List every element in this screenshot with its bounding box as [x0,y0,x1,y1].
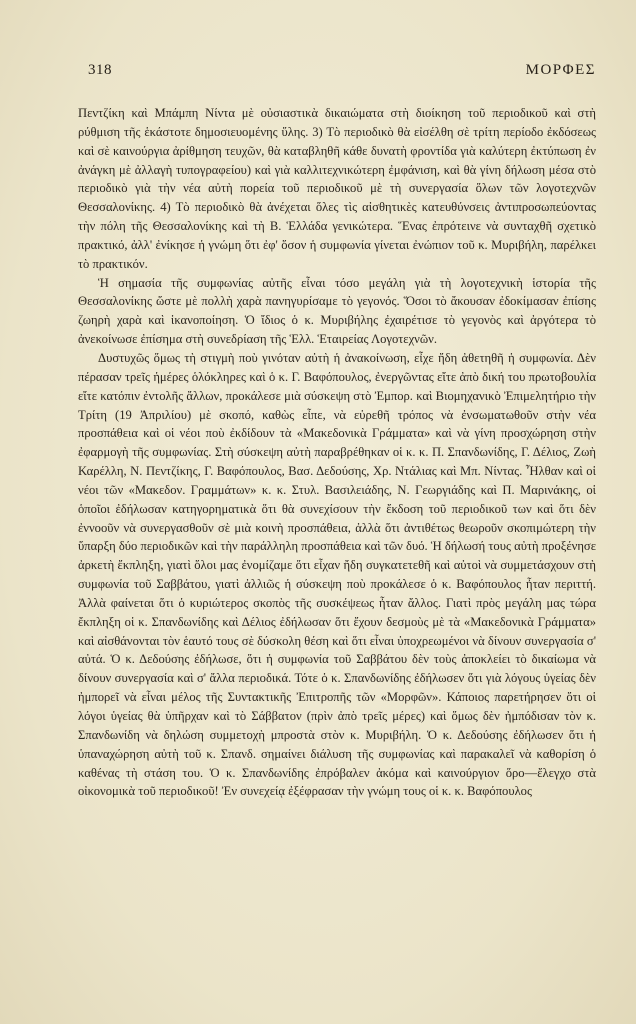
paragraph-1: Πεντζίκη καὶ Μπάμπη Νίντα μὲ οὐσιαστικὰ δικαιώματα στὴ διοίκηση τοῦ περιοδικοῦ καὶ στὴ ρύθμιση τῆς ἑκάστοτε δημοσιευομένης ὕλης. 3) Τὸ περιοδικὸ θὰ εἰσέλθη σὲ τρίτη περίοδο ἐκδόσεως καὶ σὲ καινούργια ἀρίθμηση τευχῶν, θὰ καταβληθῆ κάθε δυνατὴ φροντίδα γιὰ καλύτερη ἐκτύπωση ἐν ἀνάγκη μὲ ἀλλαγὴ τυπογραφείου) καὶ γιὰ καλλιτεχνικώτερη ἐμφάνιση, καὶ θὰ γίνη δήλωση μέσα στὸ περιοδικὸ γιὰ τὴν νέα αὐτὴ πορεία τοῦ περιοδικοῦ μὲ τὴ συνεργασία ὅλων τῶν λογοτεχνῶν Θεσσαλονίκης. 4) Τὸ περιοδικὸ θὰ ἀνέχεται ὅλες τὶς αἰσθητικὲς κατευθύνσεις ἀντιπροσωπεύοντας τὴν πόλη τῆς Θεσσαλονίκης καὶ τὴ Β. Ἑλλάδα γενικώτερα. Ἕνας ἐπρότεινε νὰ συνταχθῆ σχετικὸ πρακτικό, ἀλλ' ἐνίκησε ἡ γνώμη ὅτι ἐφ' ὅσον ἡ συμφωνία γίνεται ἐνώπιον τοῦ κ. Μυριβήλη, παρέλκει τὸ πρακτικόν. [78,106,596,271]
page-number: 318 [88,62,112,78]
running-head: ΜΟΡΦΕΣ [525,62,596,78]
body-text [78,104,596,801]
page-header [88,62,596,82]
paragraph-2: Ἡ σημασία τῆς συμφωνίας αὐτῆς εἶναι τόσο μεγάλη γιὰ τὴ λογοτεχνικὴ ἱστορία τῆς Θεσσαλονίκης ὥστε μὲ πολλὴ χαρὰ πανηγυρίσαμε τὸ γεγονός. Ὅσοι τὸ ἄκουσαν ἐδοκίμασαν ἐπίσης ζωηρὴ χαρὰ καὶ ἱκανοποίηση. Ὁ ἴδιος ὁ κ. Μυριβήλης ἐχαιρέτισε τὸ γεγονὸς καὶ ἀργότερα τὸ ἀνεκοίνωσε ἐπίσημα στὴ συνεδρίαση τῆς Ἑλλ. Ἑταιρείας Λογοτεχνῶν. [78,275,596,347]
paragraph-3: Δυστυχῶς ὅμως τὴ στιγμὴ ποὺ γινόταν αὐτὴ ἡ ἀνακοίνωση, εἶχε ἤδη ἀθετηθῆ ἡ συμφωνία. Δὲν πέρασαν τρεῖς ἡμέρες ὁλόκληρες καὶ ὁ κ. Γ. Βαφόπουλος, ἐνεργῶντας εἴτε ἀπὸ δική του πρωτοβουλία εἴτε κατόπιν ἐντολῆς ἄλλων, προκάλεσε μιὰ σύσκεψη στὸ Ἐμπορ. καὶ Βιομηχανικὸ Ἐπιμελητήριο τὴν Τρίτη (19 Ἀπριλίου) μὲ σκοπό, καθὼς εἶπε, νὰ εὑρεθῆ τρόπος νὰ ἐνσωματωθοῦν στὴν νέα προσπάθεια καὶ οἱ νέοι ποὺ ἐκδίδουν τὰ «Μακεδονικὰ Γράμματα» καὶ νὰ γίνη προσχώρηση στὴν ἐφαρμογὴ τῆς συμφωνίας. Στὴ σύσκεψη αὐτὴ παραβρέθηκαν οἱ κ. κ. Π. Σπανδωνίδης, Γ. Δέλιος, Ζωὴ Καρέλλη, Ν. Πεντζίκης, Γ. Βαφόπουλος, Βασ. Δεδούσης, Χρ. Ντάλιας καὶ Μπ. Νίντας. Ἦλθαν καὶ οἱ νέοι τῶν «Μακεδον. Γραμμάτων» κ. κ. Στυλ. Βασιλειάδης, Ν. Γεωργιάδης καὶ Π. Μαρινάκης, οἱ ὁποῖοι ἐδήλωσαν κατηγορηματικὰ ὅτι θὰ συνεχίσουν τὴν ἔκδοση τοῦ περιοδικοῦ των καὶ ὅτι δὲν ἐννοοῦν νὰ συνεργασθοῦν σὲ μιὰ κοινὴ προσπάθεια, ἀλλὰ ὅτι ἀντιθέτως θεωροῦν σκοπιμώτερη τὴν ὕπαρξη δύο περιοδικῶν καὶ τὴν παράλληλη προσπάθεια καὶ τῶν δυό. Ἡ δήλωσή τους αὐτὴ προξένησε ἀρκετὴ ἔκπληξη, γιατὶ ὅλοι μας ἐνομίζαμε ὅτι εἶχαν ἤδη συγκατετεθῆ καὶ αὐτοὶ νὰ συμμετάσχουν στὴ συμφωνία τοῦ Σαββάτου, γιατὶ ἀλλιῶς ἡ σύσκεψη ποὺ προκάλεσε ὁ κ. Βαφόπουλος ἦταν περιττή. Ἀλλὰ φαίνεται ὅτι ὁ κυριώτερος σκοπὸς τῆς συσκέψεως ἦταν ἄλλος. Γιατὶ πρὸς μεγάλη μας τώρα ἔκπληξη οἱ κ. Σπανδωνίδης καὶ Δέλιος ἐδήλωσαν ὅτι ἔχουν δεσμοὺς μὲ τὰ «Μακεδονικὰ Γράμματα» καὶ αἰσθάνονται τὸν ἑαυτό τους σὲ δύσκολη θέση καὶ ὅτι εἶναι ὑποχρεωμένοι νὰ δίνουν συνεργασία σ' αὐτά. Ὁ κ. Δεδούσης ἐδήλωσε, ὅτι ἡ συμφωνία τοῦ Σαββάτου δὲν τοὺς ἀποκλείει τὸ δικαίωμα νὰ δίνουν συνεργασία καὶ σ' ἄλλα περιοδικά. Τότε ὁ κ. Σπανδωνίδης ἐδήλωσεν ὅτι γιὰ λόγους ὑγείας δὲν ἠμπορεῖ νὰ εἶναι μέλος τῆς Συντακτικῆς Ἐπιτροπῆς τῶν «Μορφῶν». Κάποιος παρετήρησεν ὅτι οἱ λόγοι ὑγείας θὰ ὑπῆρχαν καὶ τὸ Σάββατον (πρὶν ἀπὸ τρεῖς μέρες) καὶ ὅμως δὲν ἠμπόδισαν τὸν κ. Σπανδωνίδη νὰ δηλώση συμμετοχὴ μπροστὰ στὸν κ. Μυριβήλη. Ὁ κ. Δεδούσης ἐδήλωσεν ὅτι ἡ ὑπαναχώρηση αὐτὴ τοῦ κ. Σπανδ. σημαίνει διάλυση τῆς συμφωνίας καὶ παρακαλεῖ νὰ καθορίση ὁ καθένας τὴ στάση του. Ὁ κ. Σπανδωνίδης ἐπρόβαλεν ἀκόμα καὶ καινούργιον ὅρο—ἔλεγχο στὰ οἰκονομικὰ τοῦ περιοδικοῦ! Ἐν συνεχείᾳ ἐξέφρασαν τὴν γνώμη τους οἱ κ. κ. Βαφόπουλος [78,350,596,799]
